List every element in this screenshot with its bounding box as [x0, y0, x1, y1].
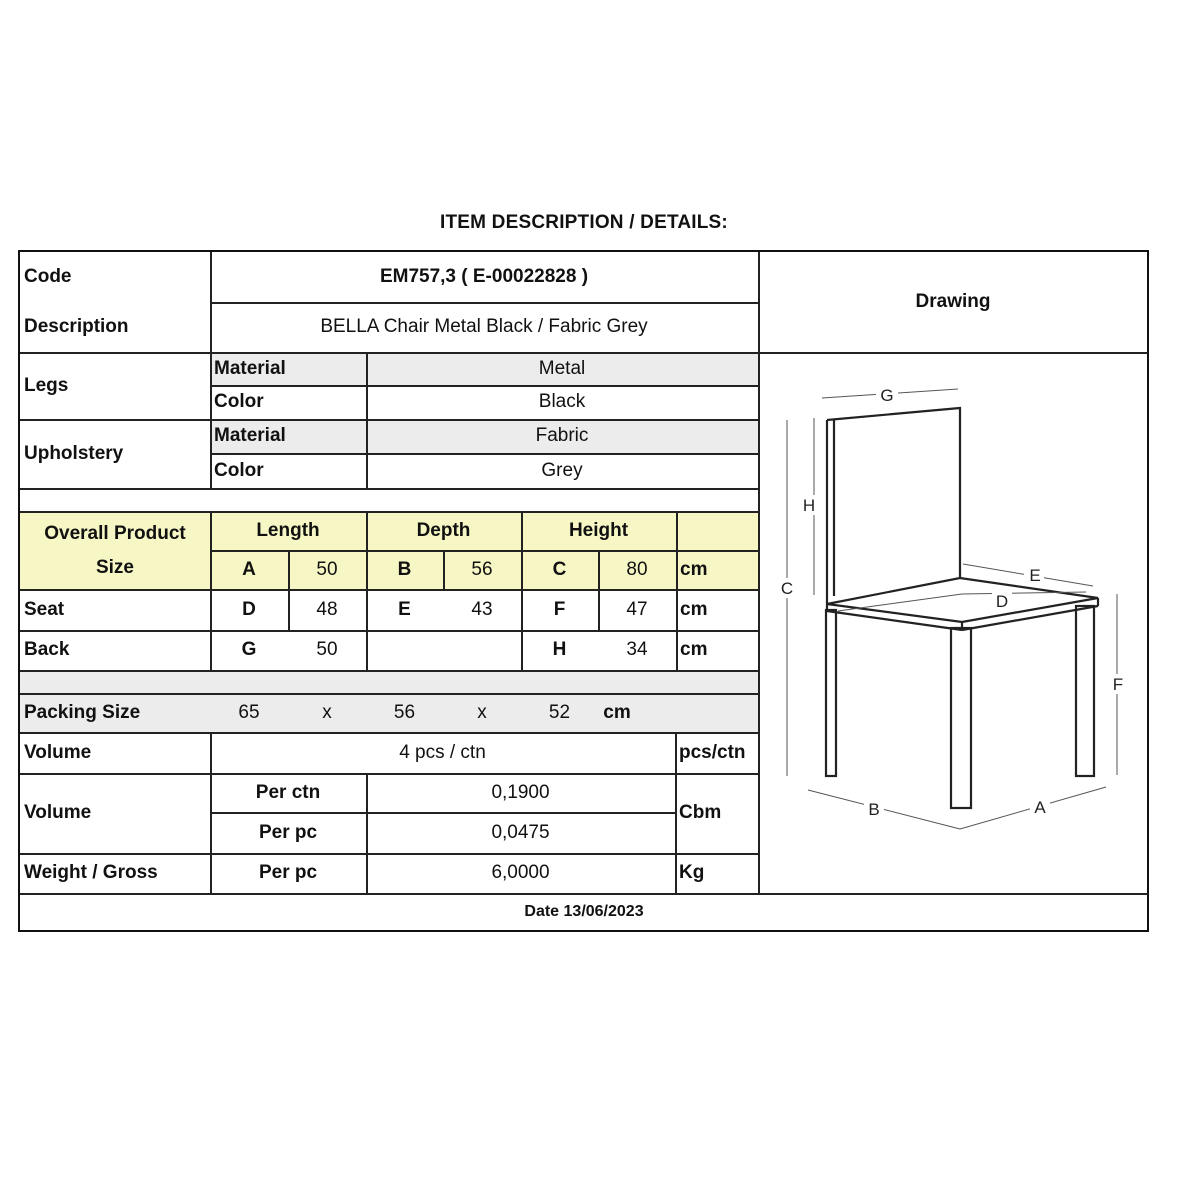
seat-f-value: 47 [626, 599, 648, 620]
description-value: BELLA Chair Metal Black / Fabric Grey [320, 316, 648, 337]
overall-c-letter: C [552, 559, 567, 580]
description-label: Description [24, 316, 129, 337]
back-unit: cm [680, 639, 708, 660]
dim-h-label: H [802, 496, 816, 515]
volume-pcs-label: Volume [24, 742, 92, 763]
chair-outline [826, 408, 1098, 808]
legs-label: Legs [24, 374, 69, 396]
upholstery-color-label: Color [214, 459, 264, 481]
back-g-letter: G [241, 639, 257, 660]
upholstery-color-value: Grey [541, 459, 583, 481]
dim-b-label: B [868, 800, 880, 819]
volume-cbm-unit: Cbm [679, 802, 722, 823]
weight-unit: Kg [679, 862, 705, 883]
height-header: Height [568, 519, 629, 541]
back-h-letter: H [552, 639, 567, 660]
volume-cbm-label: Volume [24, 802, 92, 823]
legs-color-value: Black [538, 391, 586, 412]
legs-material-label: Material [214, 357, 286, 379]
weight-label: Weight / Gross [24, 862, 158, 883]
packing-x1: x [322, 702, 332, 723]
seat-e-letter: E [398, 599, 411, 620]
code-label: Code [24, 266, 72, 287]
code-value: EM757,3 ( E-00022828 ) [379, 266, 589, 287]
overall-a-letter: A [242, 559, 256, 580]
upholstery-material-value: Fabric [535, 425, 589, 446]
back-g-value: 50 [316, 639, 338, 660]
back-label: Back [24, 639, 70, 660]
per-ctn-value: 0,1900 [491, 782, 550, 803]
back-h-value: 34 [626, 639, 648, 660]
weight-per-pc-label: Per pc [258, 862, 318, 883]
per-pc-value: 0,0475 [491, 822, 550, 843]
per-ctn-label: Per ctn [255, 782, 321, 803]
volume-pcs-unit: pcs/ctn [679, 742, 746, 763]
dim-c-label: C [780, 579, 794, 598]
legs-color-label: Color [214, 391, 264, 412]
seat-d-value: 48 [316, 599, 338, 620]
packing-x2: x [477, 702, 487, 723]
page-title: ITEM DESCRIPTION / DETAILS: [440, 212, 728, 233]
dim-a-label: A [1034, 798, 1046, 817]
weight-value: 6,0000 [491, 862, 550, 883]
overall-unit: cm [680, 559, 708, 580]
dim-f-label: F [1112, 675, 1124, 694]
length-header: Length [256, 519, 320, 541]
packing-label: Packing Size [24, 702, 141, 723]
legs-material-value: Metal [538, 357, 586, 379]
dim-e-label: E [1029, 566, 1041, 585]
packing-height: 52 [548, 702, 571, 723]
packing-length: 65 [238, 702, 260, 723]
seat-unit: cm [680, 599, 708, 620]
seat-label: Seat [24, 599, 65, 620]
seat-f-letter: F [553, 599, 566, 620]
volume-pcs-value: 4 pcs / ctn [399, 742, 486, 763]
seat-e-value: 43 [471, 599, 493, 620]
overall-b-letter: B [397, 559, 412, 580]
overall-size-label: Overall Product Size [44, 522, 186, 578]
dim-d-label: D [995, 592, 1009, 611]
packing-unit: cm [603, 702, 631, 723]
upholstery-material-label: Material [214, 425, 286, 446]
packing-width: 56 [393, 702, 416, 723]
overall-a-value: 50 [316, 559, 338, 580]
overall-c-value: 80 [626, 559, 648, 580]
depth-header: Depth [416, 519, 471, 541]
dim-g-label: G [880, 386, 894, 405]
drawing-label: Drawing [915, 291, 991, 312]
seat-d-letter: D [242, 599, 256, 620]
upholstery-label: Upholstery [24, 442, 124, 464]
overall-b-value: 56 [471, 559, 493, 580]
date-footer: Date 13/06/2023 [524, 903, 644, 920]
per-pc-label: Per pc [258, 822, 318, 843]
